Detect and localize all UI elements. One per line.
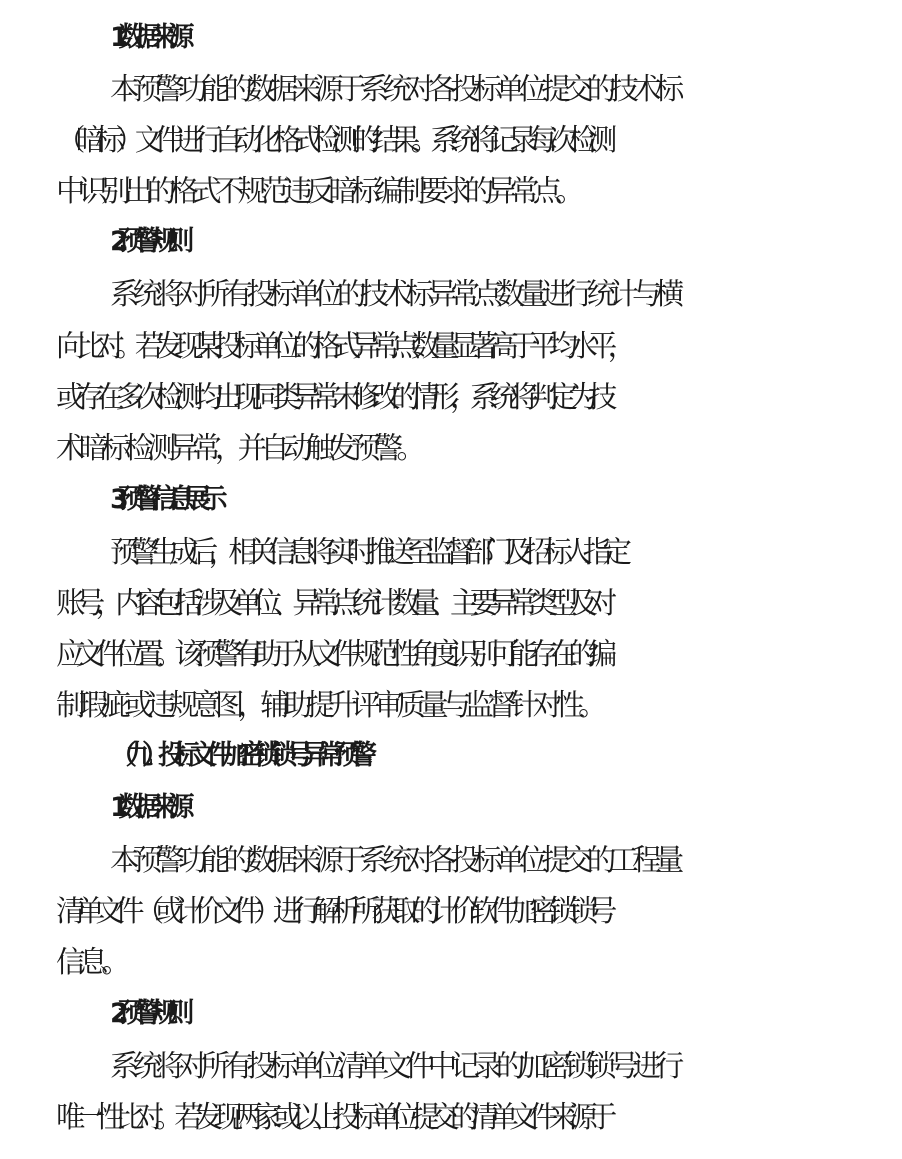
paragraph-line: 制瑕疵或违规意图，辅助提升评审质量与监督针对性。 [56,688,601,722]
paragraph-line: 账号，内容包括涉及单位、异常点统计数量、主要异常类型及对 [56,586,608,620]
paragraph-line: 预警生成后，相关信息将实时推送至监督部门及招标人指定 [110,535,623,569]
paragraph-line: 信息。 [56,945,125,979]
paragraph-line: 唯一性比对。若发现两家或以上投标单位提交的清单文件来源于 [56,1100,608,1134]
paragraph-line: 本预警功能的数据来源于系统对各投标单位提交的技术标 [110,72,678,106]
section-heading-nine: （九）投标文件加密锁锁号异常预警 [110,740,366,771]
subheading-warning-rules: 2.预警规则 [110,998,185,1029]
subheading-warning-display: 3.预警信息展示 [110,484,218,515]
paragraph-line: 中识别出的格式不规范违反暗标编制要求的异常点。 [56,174,579,208]
subheading-data-source: 1.数据来源 [110,792,185,823]
paragraph-line: 或存在多次检测均出现同类异常未修改的情形，系统将判定为技 [56,380,608,414]
paragraph-line: 系统将对所有投标单位清单文件中记录的加密锁锁号进行 [110,1049,678,1083]
paragraph-line: 清单文件（或计价文件）进行解析所获取的计价软件加密锁锁号 [56,894,608,928]
paragraph-line: 本预警功能的数据来源于系统对各投标单位提交的工程量 [110,843,678,877]
paragraph-line: 应文件位置。该预警有助于从文件规范性角度识别可能存在的编 [56,637,608,671]
paragraph-line: 向比对。若发现某投标单位的格式异常点数量显著高于平均水平， [56,329,628,363]
paragraph-line: 系统将对所有投标单位的技术标异常点数量进行统计与横 [110,277,678,311]
paragraph-line: 术暗标检测异常，并自动触发预警。 [56,431,420,465]
subheading-data-source: 1.数据来源 [110,22,185,53]
paragraph-line: （暗标）文件进行自动化格式检测的结果。系统将记录每次检测 [56,123,608,157]
subheading-warning-rules: 2.预警规则 [110,226,185,257]
